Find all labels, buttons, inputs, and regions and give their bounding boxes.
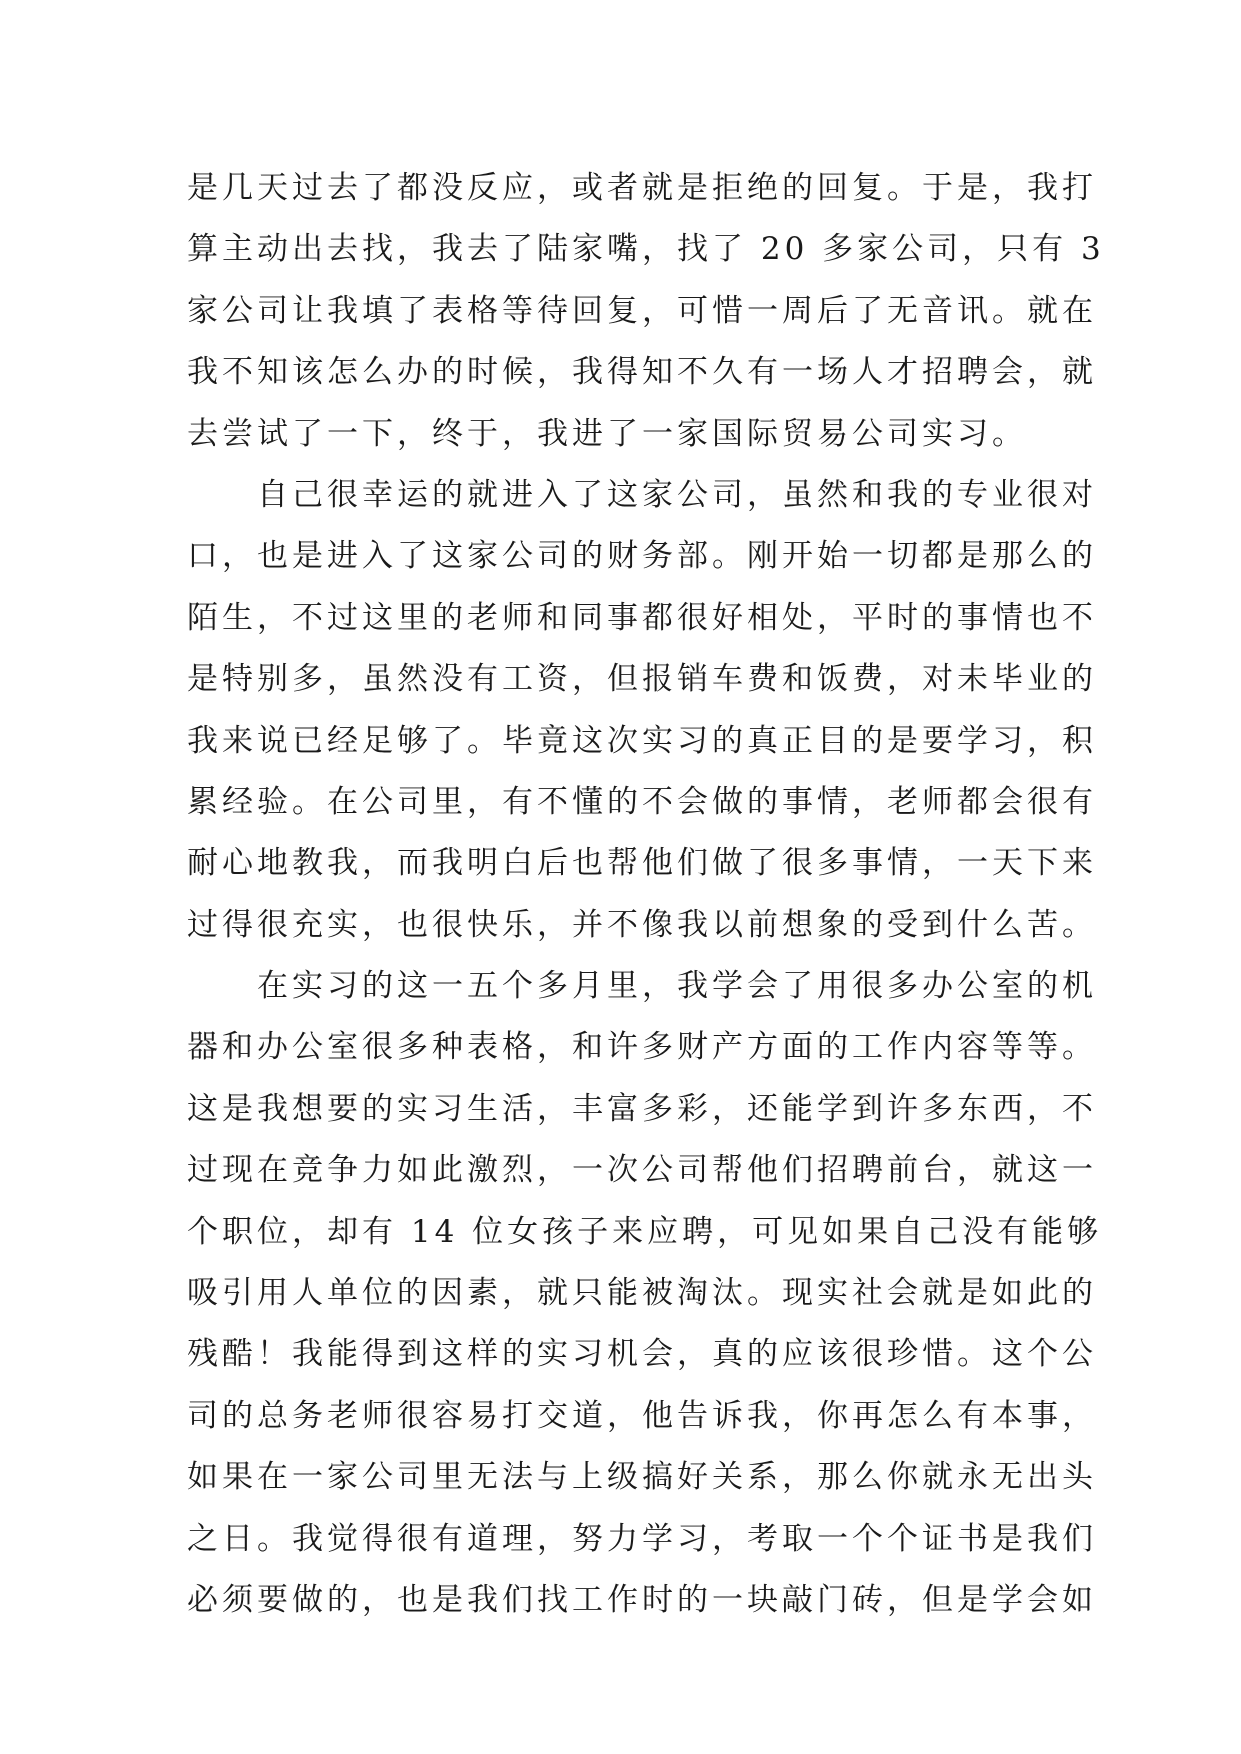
text-line: 个职位，却有 14 位女孩子来应聘，可见如果自己没有能够 — [187, 1213, 1103, 1250]
text-line: 是特别多，虽然没有工资，但报销车费和饭费，对未毕业的 — [187, 661, 1097, 698]
text-line: 吸引用人单位的因素，就只能被淘汰。现实社会就是如此的 — [187, 1275, 1097, 1312]
text-line: 算主动出去找，我去了陆家嘴，找了 20 多家公司，只有 3 — [187, 231, 1105, 268]
text-line: 这是我想要的实习生活，丰富多彩，还能学到许多东西，不 — [187, 1090, 1097, 1127]
text-line: 口，也是进入了这家公司的财务部。刚开始一切都是那么的 — [187, 538, 1097, 575]
text-line: 耐心地教我，而我明白后也帮他们做了很多事情，一天下来 — [187, 845, 1097, 882]
text-line: 过得很充实，也很快乐，并不像我以前想象的受到什么苦。 — [187, 906, 1097, 943]
text-line: 去尝试了一下，终于，我进了一家国际贸易公司实习。 — [187, 415, 1027, 452]
text-line: 司的总务老师很容易打交道，他告诉我，你再怎么有本事， — [187, 1397, 1097, 1434]
text-line: 是几天过去了都没反应，或者就是拒绝的回复。于是，我打 — [187, 170, 1097, 206]
text-line: 如果在一家公司里无法与上级搞好关系，那么你就永无出头 — [187, 1459, 1097, 1496]
body-text — [187, 158, 1105, 1631]
text-line: 之日。我觉得很有道理，努力学习，考取一个个证书是我们 — [187, 1520, 1097, 1557]
text-line: 必须要做的，也是我们找工作时的一块敲门砖，但是学会如 — [187, 1581, 1097, 1618]
text-line: 在实习的这一五个多月里，我学会了用很多办公室的机 — [187, 968, 1097, 1005]
text-line: 器和办公室很多种表格，和许多财产方面的工作内容等等。 — [187, 1029, 1097, 1066]
text-line: 自己很幸运的就进入了这家公司，虽然和我的专业很对 — [187, 476, 1097, 513]
text-line: 过现在竞争力如此激烈，一次公司帮他们招聘前台，就这一 — [187, 1152, 1097, 1189]
text-line: 我不知该怎么办的时候，我得知不久有一场人才招聘会，就 — [187, 354, 1097, 391]
text-line: 我来说已经足够了。毕竟这次实习的真正目的是要学习，积 — [187, 722, 1097, 759]
text-line: 家公司让我填了表格等待回复，可惜一周后了无音讯。就在 — [187, 292, 1097, 329]
text-line: 累经验。在公司里，有不懂的不会做的事情，老师都会很有 — [187, 783, 1097, 820]
text-line: 陌生，不过这里的老师和同事都很好相处，平时的事情也不 — [187, 599, 1097, 636]
text-line: 残酷！我能得到这样的实习机会，真的应该很珍惜。这个公 — [187, 1336, 1097, 1373]
